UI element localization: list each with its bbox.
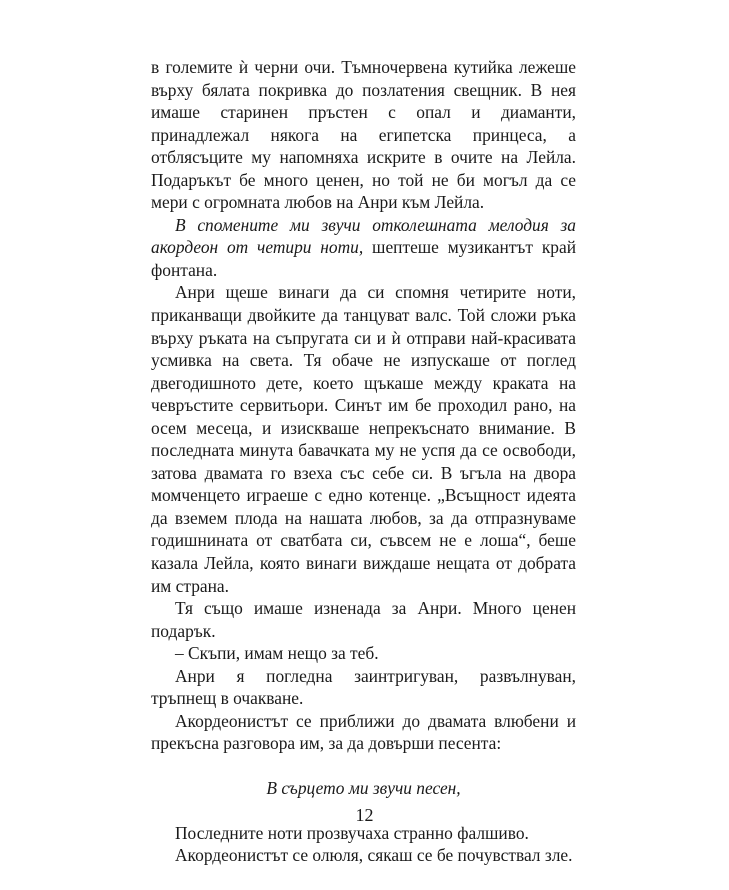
paragraph-3: Анри щеше винаги да си спомня четирите ноти, приканващи двойките да танцуват валс. Той сложи ръка върху ръката на съпругата си и ѝ отправи най-красивата усмивка на света. Тя обаче не изпускаше от поглед двегодишното дете, което щъкаше между краката на чевръстите сервитьори. Синът им бе проходил рано, на осем месеца, и изискваше непрекъснато внимание. В последната минута бавачката му не успя да се освободи, затова двамата го взеха със себе си. В ъгъла на двора момченцето играеше с едно котенце. „Всъщност идеята да вземем плода на нашата любов, за да отпразнуваме годишнината от сватбата си, съвсем не е лоша“, беше казала Лейла, която винаги виждаше нещата от добрата им страна. (151, 282, 576, 596)
paragraph-7: Акордеонистът се приближи до двамата влюбени и прекъсна разговора им, за да довърши песента: (151, 710, 576, 754)
paragraph-1: в големите ѝ черни очи. Тъмночервена кутийка лежеше върху бялата покривка до позлатения свещник. В нея имаше старинен пръстен с опал и диаманти, принадлежал някога на египетска принцеса, а отблясъците му напомняха искрите в очите на Лейла. Подаръкът бе много ценен, но той не би могъл да се мери с огромната любов на Анри към Лейла. (151, 57, 576, 213)
paragraph-9: Акордеонистът се олюля, сякаш се бе почувствал зле. (175, 845, 573, 866)
paragraph-2-rest: шептеше музикантът край фонтана. (151, 237, 576, 280)
paragraph-8: Последните ноти прозвучаха странно фалшиво. (175, 822, 529, 843)
page-number: 12 (355, 805, 374, 825)
page-body (151, 56, 576, 867)
paragraph-5-dialogue: – Скъпи, имам нещо за теб. (175, 643, 379, 664)
paragraph-4: Тя също имаше изненада за Анри. Много ценен подарък. (151, 598, 576, 641)
paragraph-6: Анри я погледна заинтригуван, развълнуван, тръпнещ в очакване. (151, 665, 576, 709)
paragraph-2-italic: В спомените ми звучи отколешната мелодия за акордеон от четири ноти, (151, 214, 576, 258)
paragraph-2 (151, 214, 576, 282)
song-verse: В сърцето ми звучи песен, (266, 777, 461, 798)
